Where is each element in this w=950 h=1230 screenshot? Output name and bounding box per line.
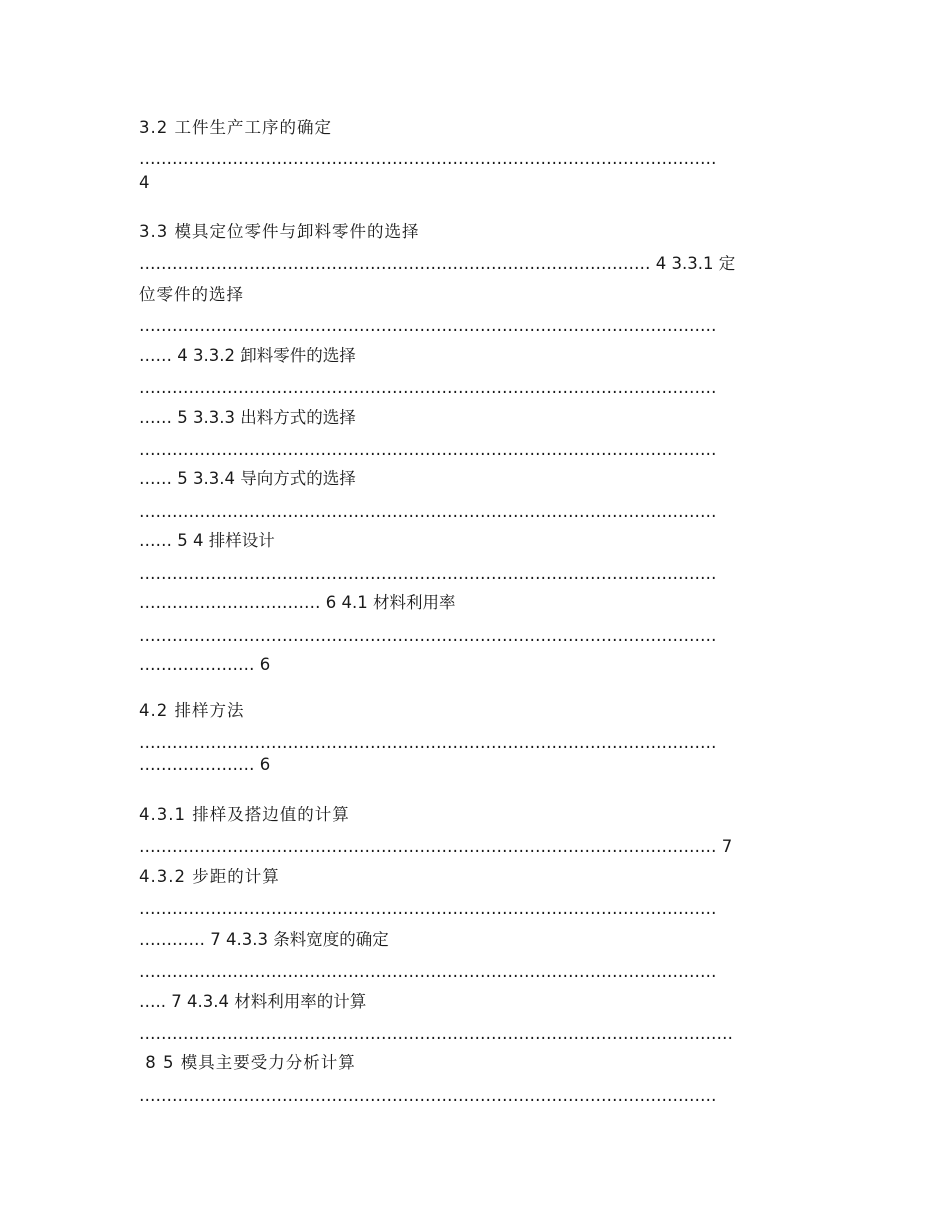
toc-dot-leader: …………………………………………………………………………………………… bbox=[139, 962, 717, 981]
toc-page-number: ………………… 6 bbox=[139, 655, 271, 674]
toc-page-number: 4 bbox=[139, 173, 151, 192]
toc-line: …… 4 3.3.2 卸料零件的选择 bbox=[139, 346, 356, 365]
toc-dot-leader: …………………………………………………………………………………………… bbox=[139, 149, 717, 168]
toc-line: 位零件的选择 bbox=[139, 285, 244, 304]
toc-line: 4.3.1 排样及搭边值的计算 bbox=[139, 805, 350, 824]
toc-line: 8 5 模具主要受力分析计算 bbox=[139, 1053, 356, 1072]
toc-dot-leader: …………………………………………………………………………………………… bbox=[139, 502, 717, 521]
toc-dot-leader: …………………………………………………………………………………………… bbox=[139, 440, 717, 459]
toc-line: …… 5 3.3.4 导向方式的选择 bbox=[139, 469, 356, 488]
toc-dot-leader: …………………………………………………………………………………………… bbox=[139, 899, 717, 918]
toc-line: 4.2 排样方法 bbox=[139, 701, 245, 720]
toc-dot-leader: …………………………………………………………………………………………… bbox=[139, 378, 717, 397]
toc-line: …………………………… 6 4.1 材料利用率 bbox=[139, 593, 456, 612]
toc-line: ………… 7 4.3.3 条料宽度的确定 bbox=[139, 930, 389, 949]
toc-line: …………………………………………………………………………………………… 7 bbox=[139, 837, 733, 856]
toc-line: …… 5 3.3.3 出料方式的选择 bbox=[139, 408, 356, 427]
toc-line: ………………………………………………………………………………… 4 3.3.1 定 bbox=[139, 254, 736, 273]
toc-dot-leader: ……………………………………………………………………………………………… bbox=[139, 1024, 733, 1043]
toc-line: 3.3 模具定位零件与卸料零件的选择 bbox=[139, 222, 420, 241]
toc-dot-leader: …………………………………………………………………………………………… bbox=[139, 1086, 717, 1105]
toc-line: 3.2 工件生产工序的确定 bbox=[139, 118, 332, 137]
toc-line: …… 5 4 排样设计 bbox=[139, 531, 275, 550]
toc-dot-leader: …………………………………………………………………………………………… bbox=[139, 564, 717, 583]
toc-dot-leader: …………………………………………………………………………………………… bbox=[139, 316, 717, 335]
toc-line: ….. 7 4.3.4 材料利用率的计算 bbox=[139, 992, 367, 1011]
toc-dot-leader: …………………………………………………………………………………………… bbox=[139, 626, 717, 645]
toc-dot-leader: …………………………………………………………………………………………… bbox=[139, 733, 717, 752]
toc-page-number: ………………… 6 bbox=[139, 755, 271, 774]
toc-line: 4.3.2 步距的计算 bbox=[139, 867, 280, 886]
